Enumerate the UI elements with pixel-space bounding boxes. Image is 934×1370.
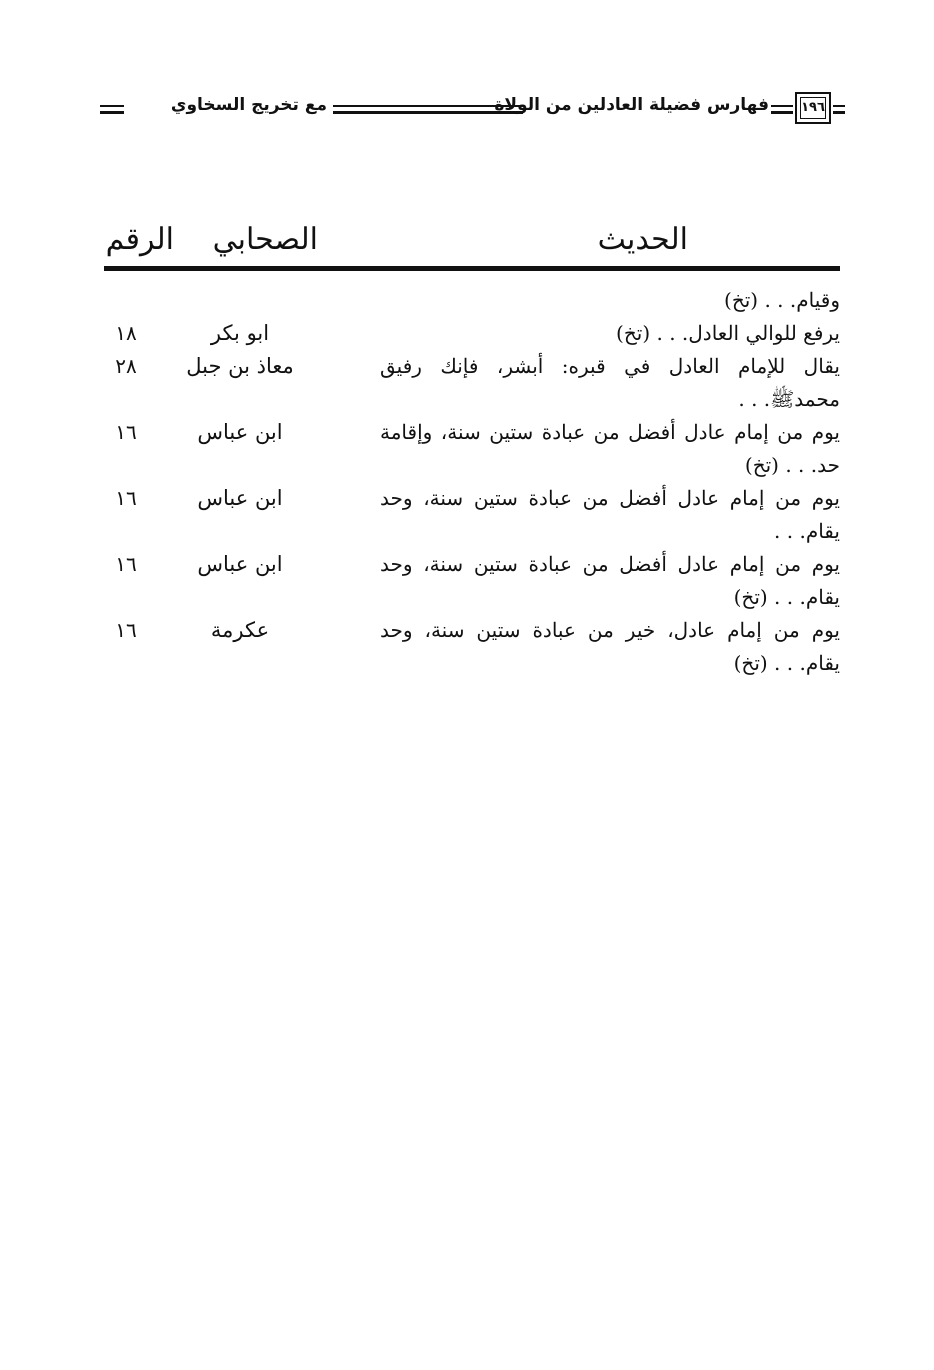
header-rule-middle xyxy=(333,105,523,114)
hadith-line: يوم من إمام عادل، خير من عبادة ستين سنة، وحد xyxy=(380,618,840,642)
column-heading-raqm: الرقم xyxy=(105,222,174,257)
hadith-number: ١٦ xyxy=(115,420,137,444)
sahabi-name: ابن عباس xyxy=(197,552,283,576)
hadith-number: ١٨ xyxy=(115,321,137,345)
hadith-line: يقام. . . xyxy=(774,519,840,543)
hadith-text xyxy=(380,416,840,482)
sahabi-name: ابن عباس xyxy=(197,486,283,510)
hadith-line: حد. . . (تخ) xyxy=(744,453,840,477)
header-rule-right xyxy=(771,105,793,114)
heading-rule xyxy=(104,266,840,271)
page-number: ١٩٦ xyxy=(795,92,831,124)
hadith-line: وقيام. . . (تخ) xyxy=(724,288,840,312)
sahabi-name: معاذ بن جبل xyxy=(186,354,294,378)
hadith-line: يقام. . . (تخ) xyxy=(733,651,840,675)
index-row xyxy=(104,548,840,614)
column-heading-hadith: الحديث xyxy=(597,222,688,257)
hadith-text xyxy=(380,614,840,680)
hadith-number: ١٦ xyxy=(115,486,137,510)
sahabi-name: ابو بكر xyxy=(210,321,270,345)
index-row xyxy=(104,317,840,350)
hadith-text xyxy=(380,548,840,614)
header-rule-left-end xyxy=(100,105,124,114)
hadith-line: يوم من إمام عادل أفضل من عبادة ستين سنة، وحد xyxy=(380,552,840,576)
hadith-line: محمدﷺ. . . xyxy=(738,387,840,411)
index-row xyxy=(104,482,840,548)
hadith-number: ١٦ xyxy=(115,618,137,642)
index-table xyxy=(104,284,840,680)
index-row xyxy=(104,284,840,317)
hadith-number: ٢٨ xyxy=(115,354,137,378)
header-subtitle: مع تخريج السخاوي xyxy=(170,95,327,115)
column-heading-sahabi: الصحابي xyxy=(212,222,318,257)
index-row xyxy=(104,350,840,416)
hadith-line: يوم من إمام عادل أفضل من عبادة ستين سنة، وحد xyxy=(380,486,840,510)
hadith-text xyxy=(380,317,840,350)
sahabi-name: عكرمة xyxy=(210,618,270,642)
hadith-line: يوم من إمام عادل أفضل من عبادة ستين سنة، وإقامة xyxy=(380,420,840,444)
index-row xyxy=(104,416,840,482)
hadith-line: يقام. . . (تخ) xyxy=(733,585,840,609)
hadith-text xyxy=(380,482,840,548)
hadith-number: ١٦ xyxy=(115,552,137,576)
hadith-text xyxy=(380,284,840,317)
header-rule-right-end xyxy=(833,105,845,114)
hadith-line: يرفع للوالي العادل. . . (تخ) xyxy=(616,321,840,345)
hadith-text xyxy=(380,350,840,416)
sahabi-name: ابن عباس xyxy=(197,420,283,444)
running-header xyxy=(100,92,845,126)
hadith-line: يقال للإمام العادل في قبره: أبشر، فإنك رفيق xyxy=(380,354,840,378)
index-row xyxy=(104,614,840,680)
book-title: فهارس فضيلة العادلين من الولاة xyxy=(494,95,769,115)
